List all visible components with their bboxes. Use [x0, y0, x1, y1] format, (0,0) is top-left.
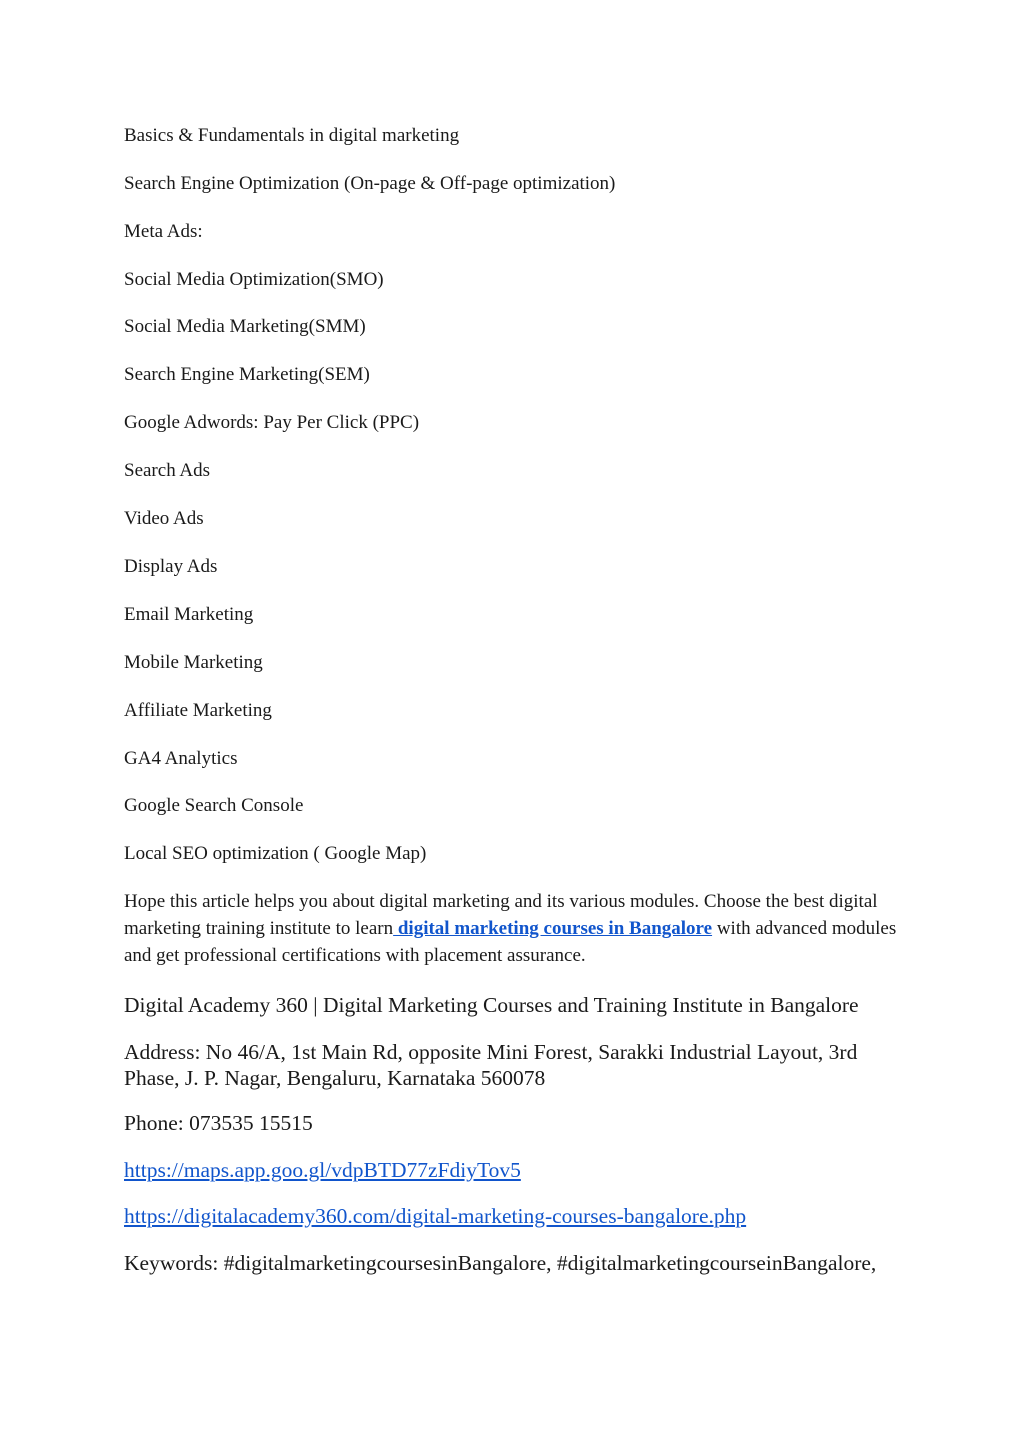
closing-text-after: with advanced modules and get professional certifications with placement assurance. — [124, 918, 897, 966]
module-item: Basics & Fundamentals in digital marketing — [124, 125, 460, 146]
module-item: Social Media Optimization(SMO) — [124, 269, 384, 290]
business-name: Digital Academy 360 | Digital Marketing Courses and Training Institute in Bangalore — [124, 993, 859, 1017]
module-item: Mobile Marketing — [124, 652, 263, 673]
map-link-line — [124, 1157, 904, 1183]
module-item: Video Ads — [124, 508, 204, 529]
courses-link[interactable]: digital marketing courses in Bangalore — [393, 918, 713, 939]
map-link[interactable]: https://maps.app.goo.gl/vdpBTD77zFdiyTov5 — [124, 1158, 521, 1182]
module-item: Local SEO optimization ( Google Map) — [124, 843, 427, 864]
module-item: Search Ads — [124, 460, 211, 481]
module-item: Meta Ads: — [124, 221, 203, 242]
module-item: Search Engine Marketing(SEM) — [124, 364, 370, 385]
business-phone: Phone: 073535 15515 — [124, 1111, 313, 1135]
keywords: Keywords: #digitalmarketingcoursesinBangalore, #digitalmarketingcourseinBangalore, — [124, 1251, 877, 1275]
module-item: GA4 Analytics — [124, 748, 238, 769]
module-item: Google Search Console — [124, 795, 304, 816]
module-item: Email Marketing — [124, 604, 254, 625]
closing-text-before: Hope this article helps you about digital marketing and its various modules. Choose the best digital marketing training institute to learn — [124, 891, 878, 939]
module-item: Affiliate Marketing — [124, 700, 272, 721]
module-item: Search Engine Optimization (On-page & Off-page optimization) — [124, 173, 616, 194]
site-link-line — [124, 1203, 904, 1229]
site-link[interactable]: https://digitalacademy360.com/digital-marketing-courses-bangalore.php — [124, 1204, 747, 1228]
module-item: Display Ads — [124, 556, 218, 577]
module-item: Social Media Marketing(SMM) — [124, 316, 366, 337]
module-item: Google Adwords: Pay Per Click (PPC) — [124, 412, 420, 433]
business-address: Address: No 46/A, 1st Main Rd, opposite Mini Forest, Sarakki Industrial Layout, 3rd Phase, J. P. Nagar, Bengaluru, Karnataka 560078 — [124, 1040, 858, 1090]
closing-paragraph — [124, 888, 899, 969]
